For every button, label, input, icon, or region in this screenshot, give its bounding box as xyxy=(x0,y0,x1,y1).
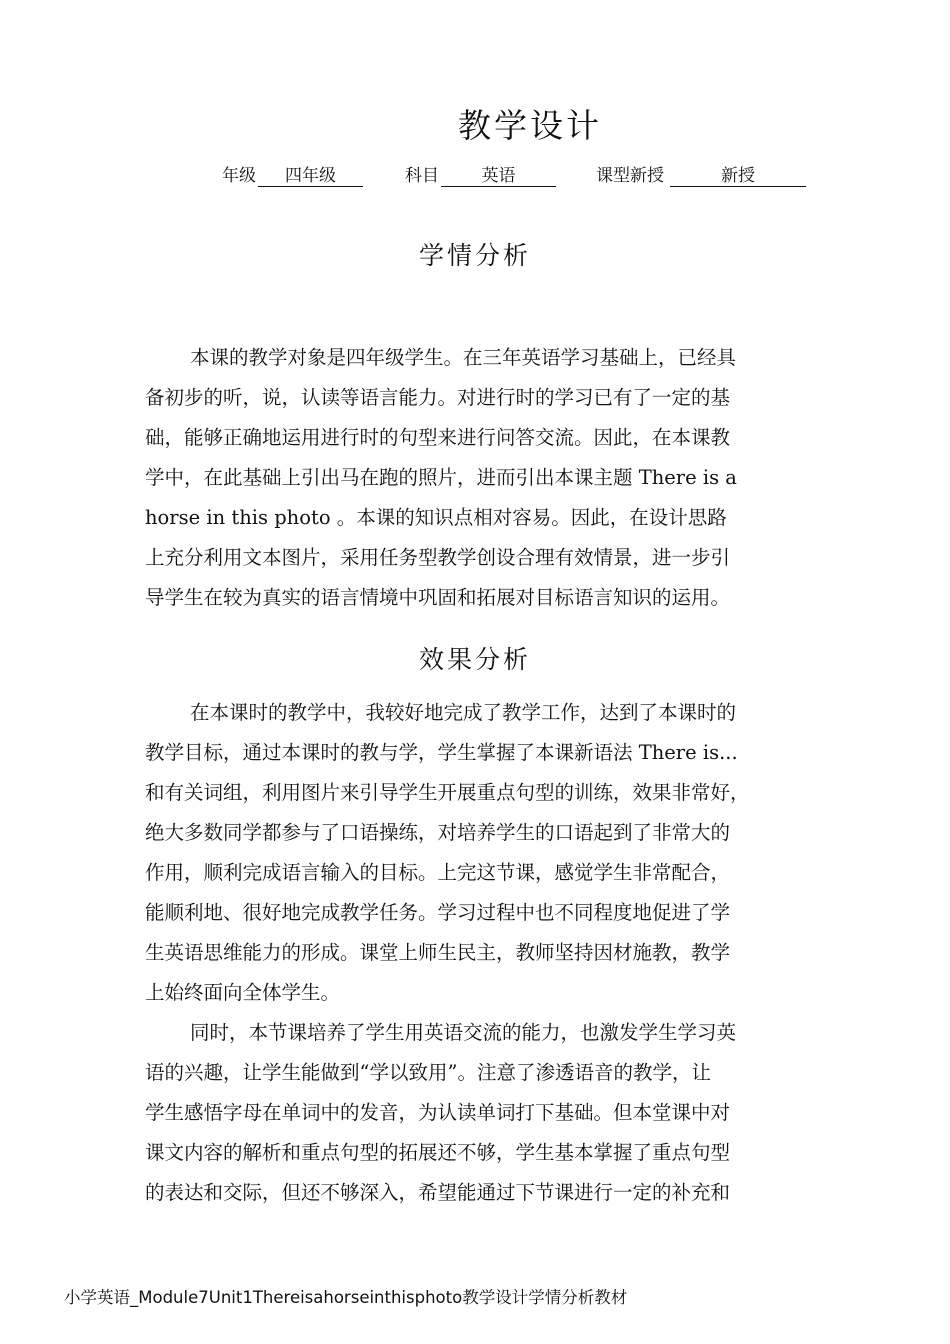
text-line: horse in this photo 。本课的知识点相对容易。因此，在设计思路 xyxy=(145,506,727,529)
text-line: 上始终面向全体学生。 xyxy=(145,981,341,1004)
text-line: 学生感悟字母在单词中的发音，为认读单词打下基础。但本堂课中对 xyxy=(145,1101,731,1124)
text-line: 教学目标，通过本课时的教与学，学生掌握了本课新语法 There is... xyxy=(145,741,738,764)
lesson-type-value: 新授 xyxy=(670,162,806,187)
document-title: 教学设计 xyxy=(458,106,602,145)
analysis-paragraph xyxy=(145,338,805,618)
section-heading-analysis: 学情分析 xyxy=(418,241,531,270)
subject-value: 英语 xyxy=(441,162,556,187)
text-line: 的表达和交际，但还不够深入，希望能通过下节课进行一定的补充和 xyxy=(145,1181,731,1204)
text-line: 绝大多数同学都参与了口语操练，对培养学生的口语起到了非常大的 xyxy=(145,821,731,844)
effect-paragraph-1 xyxy=(145,693,805,1013)
text-line: 学中，在此基础上引出马在跑的照片，进而引出本课主题 There is a xyxy=(145,466,737,489)
text-line: 本课的教学对象是四年级学生。在三年英语学习基础上，已经具 xyxy=(190,346,737,369)
document-footer: 小学英语_Module7Unit1Thereisahorseinthisphoto教学设计学情分析教材 xyxy=(64,1288,628,1307)
text-line: 上充分利用文本图片，采用任务型教学创设合理有效情景，进一步引 xyxy=(145,546,731,569)
text-line: 作用，顺利完成语言输入的目标。上完这节课，感觉学生非常配合， xyxy=(145,861,731,884)
section-heading-effect: 效果分析 xyxy=(418,645,531,674)
text-line: 在本课时的教学中，我较好地完成了教学工作，达到了本课时的 xyxy=(190,701,737,724)
lesson-type-label: 课型新授 xyxy=(596,166,664,186)
text-line: 生英语思维能力的形成。课堂上师生民主，教师坚持因材施教，教学 xyxy=(145,941,731,964)
subject-label: 科目 xyxy=(405,166,439,186)
grade-value: 四年级 xyxy=(258,162,363,187)
text-line: 导学生在较为真实的语言情境中巩固和拓展对目标语言知识的运用。 xyxy=(145,586,731,609)
text-line: 备初步的听，说，认读等语言能力。对进行时的学习已有了一定的基 xyxy=(145,386,731,409)
text-line: 同时，本节课培养了学生用英语交流的能力，也激发学生学习英 xyxy=(190,1021,737,1044)
effect-paragraph-2 xyxy=(145,1013,805,1213)
text-line: 课文内容的解析和重点句型的拓展还不够，学生基本掌握了重点句型 xyxy=(145,1141,731,1164)
text-line: 础，能够正确地运用进行时的句型来进行问答交流。因此，在本课教 xyxy=(145,426,731,449)
grade-label: 年级 xyxy=(222,166,256,186)
text-line: 能顺利地、很好地完成教学任务。学习过程中也不同程度地促进了学 xyxy=(145,901,731,924)
text-line: 和有关词组，利用图片来引导学生开展重点句型的训练，效果非常好， xyxy=(145,781,750,804)
text-line: 语的兴趣，让学生能做到“学以致用”。注意了渗透语音的教学，让 xyxy=(145,1061,711,1084)
